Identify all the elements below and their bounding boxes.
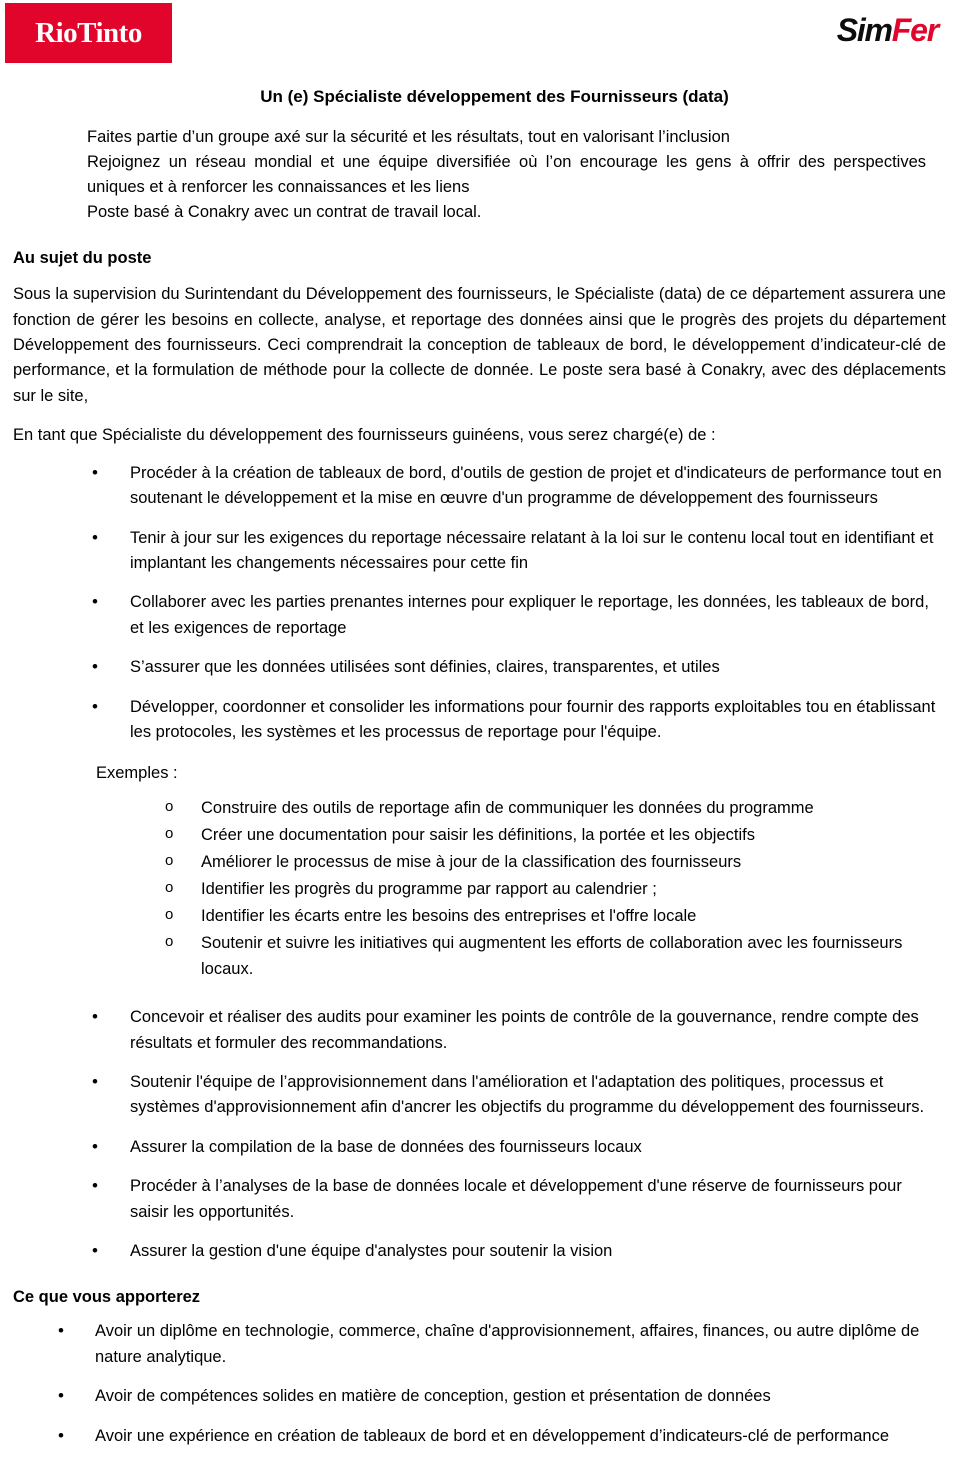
list-item: • Avoir une expérience en création de tableaux de bord et en développement d’indicateurs-clé de performance — [13, 1424, 946, 1449]
section-heading-bring: Ce que vous apporterez — [13, 1288, 201, 1307]
simfer-logo — [837, 14, 938, 46]
intro-line-3: Poste basé à Conakry avec un contrat de travail local. — [87, 203, 482, 222]
about-paragraph: Sous la supervision du Surintendant du Développement des fournisseurs, le Spécialiste (data) de ce département assurera une fonction de gérer les besoins en collecte, analyse, et reportage des données ainsi que le progrès des projets du département Développement des fournisseurs. Ceci comprendrait la conception de tableaux de bord, le développement d’indicateur-clé de performance, et la formulation de méthode pour la collecte de donnée. Le poste sera basé à Conakry, avec des déplacements sur le site, — [13, 285, 946, 405]
list-item: • Assurer la gestion d'une équipe d'analystes pour soutenir la vision — [13, 1239, 946, 1264]
list-item: • Procéder à la création de tableaux de bord, d'outils de gestion de projet et d'indicateurs de performance tout en soutenant le développement et la mise en œuvre d'un programme de développement des fournisseurs — [13, 461, 946, 512]
riotinto-logo — [5, 3, 172, 63]
simfer-wordmark-fer: Fer — [891, 12, 938, 48]
riotinto-wordmark: RioTinto — [35, 16, 142, 49]
responsibilities-intro: En tant que Spécialiste du développement des fournisseurs guinéens, vous serez chargé(e) de : — [13, 426, 716, 445]
responsibilities-top-list — [13, 461, 946, 746]
list-item: • Assurer la compilation de la base de données des fournisseurs locaux — [13, 1135, 946, 1160]
list-item: o Construire des outils de reportage afin de communiquer les données du programme — [13, 795, 946, 821]
responsibilities-bottom-list — [13, 1005, 946, 1264]
list-item: • Tenir à jour sur les exigences du reportage nécessaire relatant à la loi sur le contenu local tout en identifiant et implantant les changements nécessaires pour cette fin — [13, 526, 946, 577]
list-item: • Concevoir et réaliser des audits pour examiner les points de contrôle de la gouvernance, rendre compte des résultats et formuler des recommandations. — [13, 1005, 946, 1056]
list-item: • Avoir un diplôme en technologie, commerce, chaîne d'approvisionnement, affaires, finances, ou autre diplôme de nature analytique. — [13, 1319, 946, 1370]
list-item: • S’assurer que les données utilisées sont définies, claires, transparentes, et utiles — [13, 655, 946, 680]
simfer-wordmark-sim: Sim — [836, 12, 892, 48]
document-content — [0, 86, 960, 1449]
document-header — [0, 0, 960, 72]
intro-line-2: Rejoignez un réseau mondial et une équipe diversifiée où l’on encourage les gens à offrir des perspectives uniques et à renforcer les connaissances et les liens — [87, 153, 926, 197]
list-item: • Soutenir l'équipe de l’approvisionnement dans l'amélioration et l'adaptation des politiques, processus et systèmes d'approvisionnement afin d'ancrer les objectifs du programme du développement des fournisseurs. — [13, 1070, 946, 1121]
spacer — [13, 983, 946, 993]
list-item: • Avoir de compétences solides en matière de conception, gestion et présentation de données — [13, 1384, 946, 1409]
intro-block — [13, 125, 946, 225]
list-item: o Soutenir et suivre les initiatives qui augmentent les efforts de collaboration avec les fournisseurs locaux. — [13, 930, 946, 982]
list-item: o Créer une documentation pour saisir les définitions, la portée et les objectifs — [13, 822, 946, 848]
list-item: o Identifier les écarts entre les besoins des entreprises et l'offre locale — [13, 903, 946, 929]
list-item: • Développer, coordonner et consolider les informations pour fournir des rapports exploitables tou en établissant les protocoles, les systèmes et les processus de reportage pour l'équipe. — [13, 695, 946, 746]
section-heading-about: Au sujet du poste — [13, 249, 152, 268]
list-item: o Identifier les progrès du programme par rapport au calendrier ; — [13, 876, 946, 902]
list-item: o Améliorer le processus de mise à jour de la classification des fournisseurs — [13, 849, 946, 875]
list-item: • Collaborer avec les parties prenantes internes pour expliquer le reportage, les données, les tableaux de bord, et les exigences de reportage — [13, 590, 946, 641]
list-item: • Procéder à l’analyses de la base de données locale et développement d'une réserve de fournisseurs pour saisir les opportunités. — [13, 1174, 946, 1225]
page-title: Un (e) Spécialiste développement des Fournisseurs (data) — [260, 87, 729, 106]
examples-label: Exemples : — [96, 764, 178, 783]
examples-list — [13, 795, 946, 982]
bring-list — [13, 1319, 946, 1449]
intro-line-1: Faites partie d’un groupe axé sur la sécurité et les résultats, tout en valorisant l’inclusion — [87, 127, 730, 146]
